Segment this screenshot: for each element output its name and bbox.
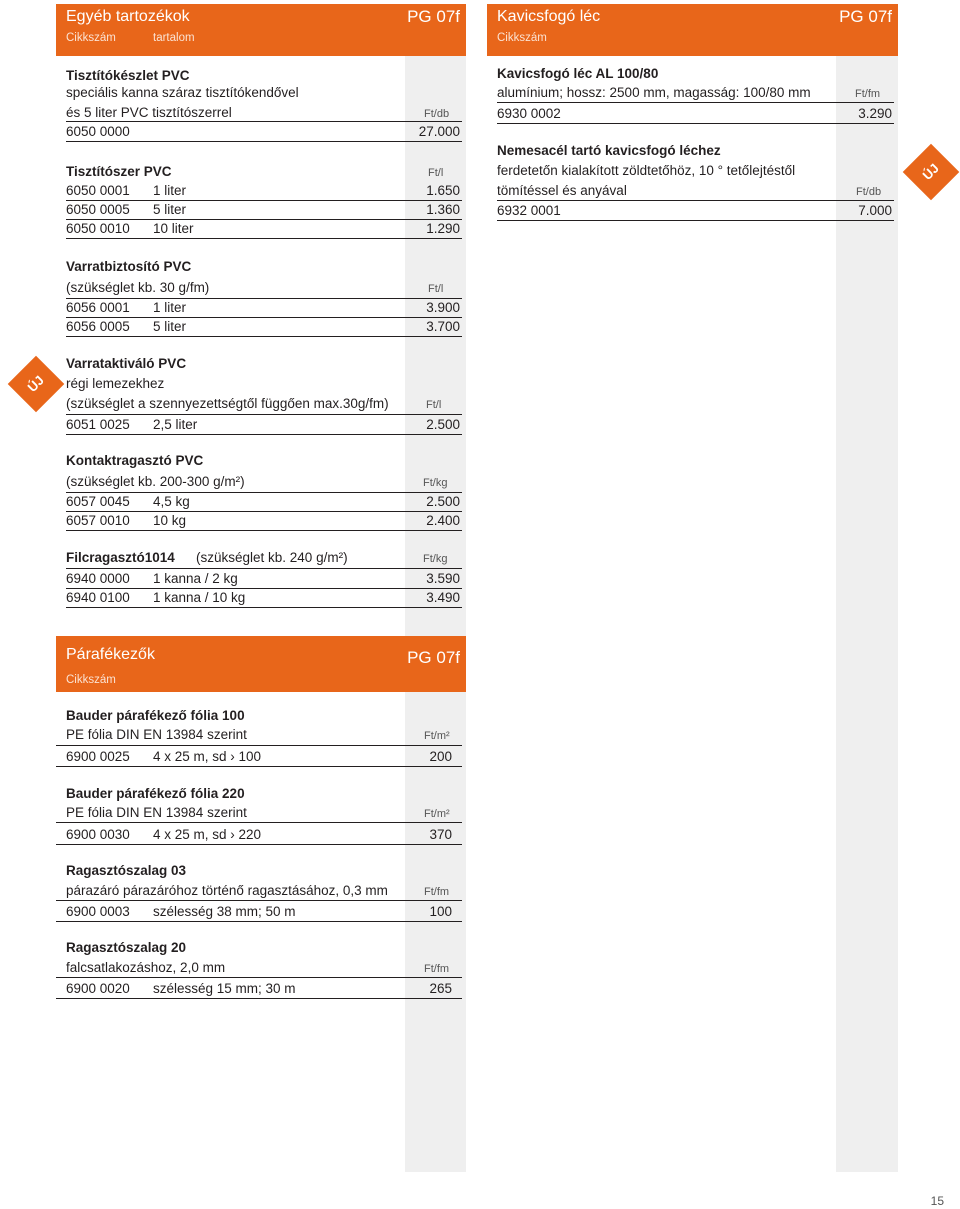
size: 10 liter: [153, 221, 194, 236]
price-unit: Ft/l: [428, 167, 444, 179]
page-number: 15: [930, 1194, 944, 1208]
price-unit: Ft/m²: [424, 808, 450, 820]
table-row: [497, 105, 894, 124]
price-unit: Ft/db: [856, 186, 882, 198]
price: 370: [429, 827, 452, 842]
product-name: Filcragasztó1014: [66, 550, 175, 565]
product-name: Bauder párafékező fólia 220: [66, 786, 245, 801]
table-row: [497, 102, 894, 103]
price: 200: [429, 749, 452, 764]
price-unit: Ft/fm: [424, 963, 450, 975]
product-description: falcsatlakozáshoz, 2,0 mm: [66, 960, 226, 975]
product-description: (szükséglet kb. 200-300 g/m²): [66, 474, 245, 489]
price: 27.000: [418, 124, 460, 139]
product-name: Ragasztószalag 03: [66, 863, 187, 878]
product-name: Bauder párafékező fólia 100: [66, 708, 245, 723]
size: 1 kanna / 2 kg: [153, 571, 238, 586]
price-unit: Ft/db: [424, 108, 450, 120]
table-row: [66, 201, 462, 220]
table-row: [66, 220, 462, 239]
product-description: PE fólia DIN EN 13984 szerint: [66, 727, 247, 742]
price: 3.590: [426, 571, 460, 586]
size: szélesség 15 mm; 30 m: [153, 981, 296, 996]
price: 2.500: [426, 494, 460, 509]
article-number: 6940 0000: [66, 571, 130, 586]
table-row: [66, 512, 462, 531]
column-label-article: Cikkszám: [497, 32, 547, 44]
article-number: 6056 0005: [66, 319, 130, 334]
size: 4,5 kg: [153, 494, 190, 509]
product-name: Nemesacél tartó kavicsfogó léchez: [497, 143, 721, 158]
table-row: [56, 822, 462, 823]
article-number: 6056 0001: [66, 300, 130, 315]
article-number: 6900 0030: [66, 827, 130, 842]
product-description: speciális kanna száraz tisztítókendővel: [66, 85, 299, 100]
table-row: [497, 202, 894, 221]
table-row: [66, 570, 462, 589]
table-row: [66, 318, 462, 337]
article-number: 6050 0010: [66, 221, 130, 236]
product-description: (szükséglet a szennyezettségtől függően max.30g/fm): [66, 396, 389, 411]
table-row: [56, 748, 462, 767]
table-row: [66, 414, 462, 415]
column-label-article: Cikkszám: [66, 674, 116, 686]
table-row: [56, 903, 462, 922]
product-description: ferdetetőn kialakított zöldtetőhöz, 10 ° tetőlejtéstől: [497, 163, 796, 178]
price: 2.500: [426, 417, 460, 432]
size: 4 x 25 m, sd › 100: [153, 749, 262, 764]
section-title: Egyéb tartozékok: [66, 8, 190, 25]
table-row: [56, 826, 462, 845]
article-number: 6057 0045: [66, 494, 130, 509]
table-row: [56, 977, 462, 978]
product-group-label: PG 07f: [839, 7, 892, 26]
section-title: Kavicsfogó léc: [497, 8, 601, 25]
price-unit: Ft/l: [426, 399, 442, 411]
product-description: tömítéssel és anyával: [497, 183, 627, 198]
table-row: [66, 589, 462, 608]
column-label-content: tartalom: [153, 32, 195, 44]
price: 1.290: [426, 221, 460, 236]
article-number: 6940 0100: [66, 590, 130, 605]
size: 2,5 liter: [153, 417, 198, 432]
price: 3.700: [426, 319, 460, 334]
price-column-right: [836, 56, 898, 1172]
table-row: [497, 200, 894, 201]
article-number: 6900 0025: [66, 749, 130, 764]
product-description: PE fólia DIN EN 13984 szerint: [66, 805, 247, 820]
article-number: 6050 0000: [66, 124, 130, 139]
column-label-article: Cikkszám: [66, 32, 116, 44]
article-number: 6930 0002: [497, 106, 561, 121]
table-row: [66, 568, 462, 569]
price-unit: Ft/kg: [423, 477, 448, 489]
product-name: Ragasztószalag 20: [66, 940, 187, 955]
table-row: [66, 299, 462, 318]
table-row: [56, 900, 462, 901]
new-badge: ÚJ: [903, 144, 960, 201]
table-row: [66, 416, 462, 435]
table-row: [56, 745, 462, 746]
article-number: 6932 0001: [497, 203, 561, 218]
price: 3.290: [858, 106, 892, 121]
product-group-label: PG 07f: [407, 648, 460, 667]
size: szélesség 38 mm; 50 m: [153, 904, 296, 919]
table-row: [66, 123, 462, 142]
table-row: [66, 493, 462, 512]
section-header-egyeb: [56, 4, 466, 56]
size: 5 liter: [153, 319, 187, 334]
price: 3.900: [426, 300, 460, 315]
size: 10 kg: [153, 513, 187, 528]
price: 2.400: [426, 513, 460, 528]
product-name: Kavicsfogó léc AL 100/80: [497, 66, 659, 81]
price: 7.000: [858, 203, 892, 218]
product-description: (szükséglet kb. 30 g/fm): [66, 280, 210, 295]
new-badge: ÚJ: [8, 356, 65, 413]
price-unit: Ft/fm: [424, 886, 450, 898]
price-unit: Ft/fm: [855, 88, 881, 100]
size: 1 kanna / 10 kg: [153, 590, 246, 605]
table-row: [66, 121, 462, 122]
article-number: 6050 0001: [66, 183, 130, 198]
price: 1.360: [426, 202, 460, 217]
product-description: alumínium; hossz: 2500 mm, magasság: 100/80 mm: [497, 85, 811, 100]
article-number: 6051 0025: [66, 417, 130, 432]
product-name: Tisztítószer PVC: [66, 164, 172, 179]
section-header-parafekezok: [56, 636, 466, 692]
article-number: 6057 0010: [66, 513, 130, 528]
size: 4 x 25 m, sd › 220: [153, 827, 262, 842]
size: 1 liter: [153, 183, 187, 198]
article-number: 6900 0003: [66, 904, 130, 919]
section-title: Párafékezők: [66, 646, 155, 663]
price-unit: Ft/m²: [424, 730, 450, 742]
price-unit: Ft/l: [428, 283, 444, 295]
table-row: [66, 182, 462, 201]
price-unit: Ft/kg: [423, 553, 448, 565]
section-header-kavicsfogo: [487, 4, 898, 56]
product-name: Tisztítókészlet PVC: [66, 68, 190, 83]
table-row: [56, 980, 462, 999]
product-group-label: PG 07f: [407, 7, 460, 26]
product-name: Kontaktragasztó PVC: [66, 453, 204, 468]
article-number: 6050 0005: [66, 202, 130, 217]
product-description: és 5 liter PVC tisztítószerrel: [66, 105, 232, 120]
price: 3.490: [426, 590, 460, 605]
price: 265: [429, 981, 452, 996]
size: 1 liter: [153, 300, 187, 315]
article-number: 6900 0020: [66, 981, 130, 996]
product-name: Varrataktiváló PVC: [66, 356, 187, 371]
product-description: (szükséglet kb. 240 g/m²): [196, 550, 348, 565]
price: 100: [429, 904, 452, 919]
product-description: régi lemezekhez: [66, 376, 165, 391]
price: 1.650: [426, 183, 460, 198]
product-name: Varratbiztosító PVC: [66, 259, 192, 274]
size: 5 liter: [153, 202, 187, 217]
product-description: párazáró párazáróhoz történő ragasztásához, 0,3 mm: [66, 883, 388, 898]
